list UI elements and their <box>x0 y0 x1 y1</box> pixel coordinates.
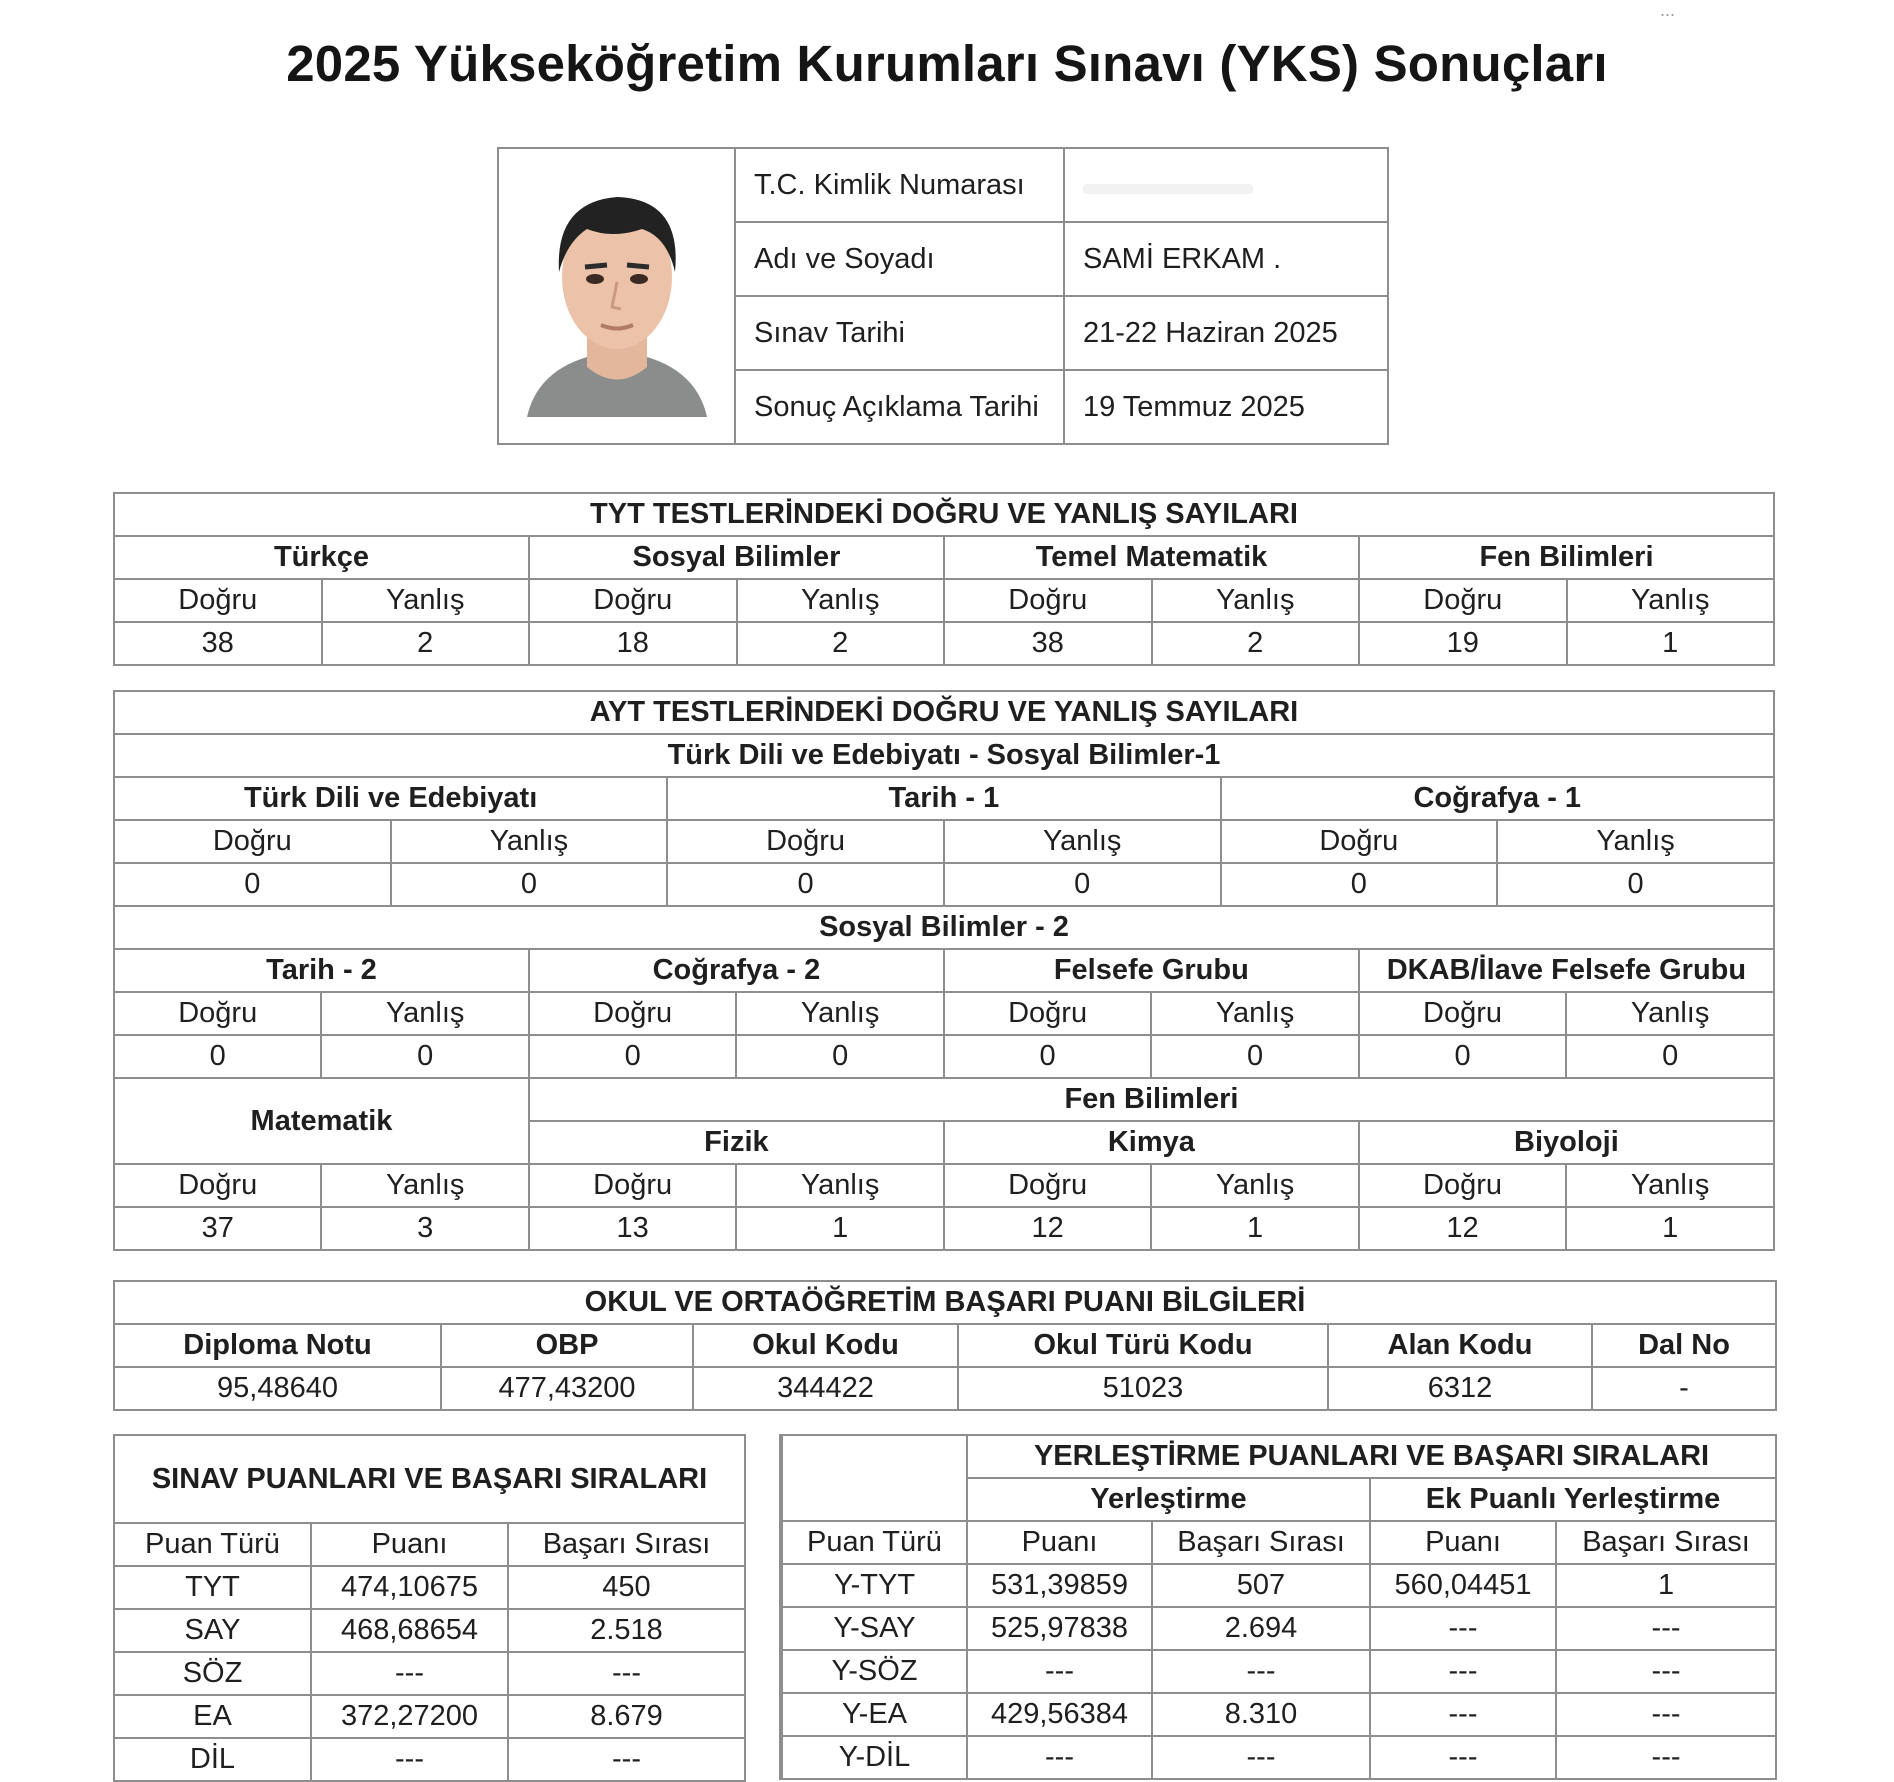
ayt-title: AYT TESTLERİNDEKİ DOĞRU VE YANLIŞ SAYILARI <box>114 691 1774 734</box>
yanlis-value: 0 <box>1566 1035 1774 1078</box>
dogru-value: 0 <box>667 863 944 906</box>
dogru-header: Doğru <box>1221 820 1498 863</box>
page-title: 2025 Yükseköğretim Kurumları Sınavı (YKS) Sonuçları <box>286 35 1608 92</box>
yanlis-value: 0 <box>321 1035 528 1078</box>
yer-row-sira: 2.694 <box>1152 1607 1370 1650</box>
yer-row-tur: Y-TYT <box>782 1564 967 1607</box>
dogru-header: Doğru <box>529 1164 736 1207</box>
yer-row-tur: Y-SAY <box>782 1607 967 1650</box>
dogru-value: 19 <box>1359 622 1567 665</box>
dogru-header: Doğru <box>529 992 736 1035</box>
ayt-math-title: Matematik <box>114 1078 529 1164</box>
ek-puanli-label: Ek Puanlı Yerleştirme <box>1370 1478 1776 1521</box>
redacted-value <box>1083 184 1253 194</box>
tyt-subject: Türkçe <box>114 536 529 579</box>
yanlis-header: Yanlış <box>1497 820 1774 863</box>
okul-header: Okul Türü Kodu <box>958 1324 1328 1367</box>
puani-header: Puanı <box>967 1521 1152 1564</box>
ayt-table <box>113 690 1775 1251</box>
sinav-row-sira: 8.679 <box>508 1695 745 1738</box>
ek-row-sira: --- <box>1556 1607 1776 1650</box>
okul-header: Alan Kodu <box>1328 1324 1592 1367</box>
yanlis-value: 0 <box>1497 863 1774 906</box>
yer-row-tur: Y-EA <box>782 1693 967 1736</box>
sinav-row-tur: SÖZ <box>114 1652 311 1695</box>
yanlis-value: 1 <box>736 1207 943 1250</box>
yanlis-value: 0 <box>1151 1035 1358 1078</box>
yer-row-sira: --- <box>1152 1650 1370 1693</box>
yanlis-value: 1 <box>1567 622 1775 665</box>
dogru-header: Doğru <box>114 579 322 622</box>
sinav-row-puan: --- <box>311 1738 508 1781</box>
dogru-header: Doğru <box>1359 579 1567 622</box>
sinav-title: SINAV PUANLARI VE BAŞARI SIRALARI <box>114 1435 745 1523</box>
yer-row-sira: 8.310 <box>1152 1693 1370 1736</box>
dogru-value: 0 <box>114 1035 321 1078</box>
dogru-value: 0 <box>944 1035 1151 1078</box>
top-edge-cut-text: ... <box>1660 0 1676 20</box>
dogru-header: Doğru <box>944 992 1151 1035</box>
candidate-info-table <box>497 147 1389 445</box>
dogru-value: 12 <box>1359 1207 1566 1250</box>
ayt-group2-title: Sosyal Bilimler - 2 <box>114 906 1774 949</box>
ek-row-puan: 560,04451 <box>1370 1564 1556 1607</box>
yer-row-puan: 525,97838 <box>967 1607 1152 1650</box>
tyt-table <box>113 492 1775 666</box>
yanlis-value: 1 <box>1566 1207 1774 1250</box>
ayt-fen-title: Fen Bilimleri <box>529 1078 1774 1121</box>
tyt-subject: Sosyal Bilimler <box>529 536 944 579</box>
dogru-value: 38 <box>114 622 322 665</box>
sinav-row-tur: TYT <box>114 1566 311 1609</box>
dogru-header: Doğru <box>944 1164 1151 1207</box>
yanlis-value: 0 <box>391 863 668 906</box>
yer-row-tur: Y-SÖZ <box>782 1650 967 1693</box>
ek-row-sira: --- <box>1556 1736 1776 1779</box>
yanlis-header: Yanlış <box>1567 579 1775 622</box>
sinav-row-sira: 450 <box>508 1566 745 1609</box>
dogru-value: 18 <box>529 622 737 665</box>
dogru-header: Doğru <box>114 1164 321 1207</box>
yanlis-header: Yanlış <box>1151 1164 1358 1207</box>
yanlis-value: 2 <box>322 622 530 665</box>
yer-row-puan: 531,39859 <box>967 1564 1152 1607</box>
yer-row-puan: --- <box>967 1650 1152 1693</box>
yanlis-header: Yanlış <box>736 992 943 1035</box>
sinav-row-puan: 468,68654 <box>311 1609 508 1652</box>
basari-sirasi-header: Başarı Sırası <box>1152 1521 1370 1564</box>
sinav-row-sira: --- <box>508 1652 745 1695</box>
dogru-header: Doğru <box>114 820 391 863</box>
ayt-subject: Türk Dili ve Edebiyatı <box>114 777 667 820</box>
ayt-group1-title: Türk Dili ve Edebiyatı - Sosyal Bilimler-1 <box>114 734 1774 777</box>
yanlis-header: Yanlış <box>321 1164 528 1207</box>
dogru-header: Doğru <box>1359 992 1566 1035</box>
ek-row-sira: --- <box>1556 1650 1776 1693</box>
dogru-value: 0 <box>1359 1035 1566 1078</box>
sinav-row-puan: 372,27200 <box>311 1695 508 1738</box>
yanlis-value: 2 <box>737 622 945 665</box>
yerlestirme-title: YERLEŞTİRME PUANLARI VE BAŞARI SIRALARI <box>967 1435 1776 1478</box>
okul-title: OKUL VE ORTAÖĞRETİM BAŞARI PUANI BİLGİLERİ <box>114 1281 1776 1324</box>
tyt-title: TYT TESTLERİNDEKİ DOĞRU VE YANLIŞ SAYILARI <box>114 493 1774 536</box>
yanlis-header: Yanlış <box>944 820 1221 863</box>
dogru-value: 37 <box>114 1207 321 1250</box>
ek-row-puan: --- <box>1370 1693 1556 1736</box>
tc-value <box>1064 148 1388 222</box>
ek-row-puan: --- <box>1370 1736 1556 1779</box>
okul-table <box>113 1280 1777 1411</box>
yerlestirme-table <box>781 1434 1777 1780</box>
yanlis-header: Yanlış <box>736 1164 943 1207</box>
yer-row-tur: Y-DİL <box>782 1736 967 1779</box>
okul-value: 6312 <box>1328 1367 1592 1410</box>
sinav-puanlari-table <box>113 1434 746 1782</box>
yerlestirme-label: Yerleştirme <box>967 1478 1370 1521</box>
ayt-subject: Coğrafya - 2 <box>529 949 944 992</box>
tyt-subject: Temel Matematik <box>944 536 1359 579</box>
exam-date-label: Sınav Tarihi <box>735 296 1064 370</box>
yer-row-sira: 507 <box>1152 1564 1370 1607</box>
ayt-subject: Biyoloji <box>1359 1121 1774 1164</box>
ek-row-puan: --- <box>1370 1607 1556 1650</box>
okul-header: Diploma Notu <box>114 1324 441 1367</box>
yanlis-value: 3 <box>321 1207 528 1250</box>
dogru-header: Doğru <box>529 579 737 622</box>
yanlis-header: Yanlış <box>737 579 945 622</box>
basari-sirasi-header: Başarı Sırası <box>508 1523 745 1566</box>
name-value: SAMİ ERKAM . <box>1064 222 1388 296</box>
ayt-subject: Tarih - 2 <box>114 949 529 992</box>
ayt-subject: Coğrafya - 1 <box>1221 777 1775 820</box>
sinav-row-tur: DİL <box>114 1738 311 1781</box>
ayt-subject: Fizik <box>529 1121 944 1164</box>
sinav-row-tur: SAY <box>114 1609 311 1652</box>
result-date-value: 19 Temmuz 2025 <box>1064 370 1388 444</box>
puani-header: Puanı <box>1370 1521 1556 1564</box>
ayt-subject: Felsefe Grubu <box>944 949 1359 992</box>
yanlis-value: 1 <box>1151 1207 1358 1250</box>
dogru-value: 0 <box>1221 863 1498 906</box>
dogru-header: Doğru <box>944 579 1152 622</box>
okul-value: - <box>1592 1367 1776 1410</box>
basari-sirasi-header: Başarı Sırası <box>1556 1521 1776 1564</box>
empty-cell <box>782 1435 967 1521</box>
dogru-header: Doğru <box>1359 1164 1566 1207</box>
candidate-photo <box>498 148 735 444</box>
okul-value: 51023 <box>958 1367 1328 1410</box>
dogru-value: 12 <box>944 1207 1151 1250</box>
yanlis-header: Yanlış <box>1151 992 1358 1035</box>
result-date-label: Sonuç Açıklama Tarihi <box>735 370 1064 444</box>
ek-row-puan: --- <box>1370 1650 1556 1693</box>
yanlis-header: Yanlış <box>321 992 528 1035</box>
sinav-row-sira: --- <box>508 1738 745 1781</box>
okul-value: 344422 <box>693 1367 958 1410</box>
dogru-value: 0 <box>114 863 391 906</box>
ayt-subject: Kimya <box>944 1121 1359 1164</box>
dogru-value: 13 <box>529 1207 736 1250</box>
puani-header: Puanı <box>311 1523 508 1566</box>
exam-date-value: 21-22 Haziran 2025 <box>1064 296 1388 370</box>
puan-turu-header: Puan Türü <box>782 1521 967 1564</box>
dogru-header: Doğru <box>667 820 944 863</box>
dogru-value: 38 <box>944 622 1152 665</box>
yanlis-header: Yanlış <box>391 820 668 863</box>
yanlis-value: 2 <box>1152 622 1360 665</box>
ayt-subject: DKAB/İlave Felsefe Grubu <box>1359 949 1774 992</box>
okul-value: 95,48640 <box>114 1367 441 1410</box>
sinav-row-sira: 2.518 <box>508 1609 745 1652</box>
dogru-value: 0 <box>529 1035 736 1078</box>
ek-row-sira: 1 <box>1556 1564 1776 1607</box>
yanlis-value: 0 <box>736 1035 943 1078</box>
ek-row-sira: --- <box>1556 1693 1776 1736</box>
yer-row-sira: --- <box>1152 1736 1370 1779</box>
tyt-subject: Fen Bilimleri <box>1359 536 1774 579</box>
yanlis-header: Yanlış <box>1566 1164 1774 1207</box>
name-label: Adı ve Soyadı <box>735 222 1064 296</box>
sinav-row-tur: EA <box>114 1695 311 1738</box>
dogru-header: Doğru <box>114 992 321 1035</box>
tc-label: T.C. Kimlik Numarası <box>735 148 1064 222</box>
yanlis-header: Yanlış <box>1152 579 1360 622</box>
yanlis-header: Yanlış <box>1566 992 1774 1035</box>
table-spacer <box>744 1434 781 1780</box>
portrait-icon <box>517 167 717 417</box>
sinav-row-puan: --- <box>311 1652 508 1695</box>
okul-value: 477,43200 <box>441 1367 693 1410</box>
yer-row-puan: --- <box>967 1736 1152 1779</box>
okul-header: OBP <box>441 1324 693 1367</box>
yanlis-header: Yanlış <box>322 579 530 622</box>
okul-header: Okul Kodu <box>693 1324 958 1367</box>
yer-row-puan: 429,56384 <box>967 1693 1152 1736</box>
okul-header: Dal No <box>1592 1324 1776 1367</box>
yanlis-value: 0 <box>944 863 1221 906</box>
sinav-row-puan: 474,10675 <box>311 1566 508 1609</box>
puan-turu-header: Puan Türü <box>114 1523 311 1566</box>
ayt-subject: Tarih - 1 <box>667 777 1220 820</box>
